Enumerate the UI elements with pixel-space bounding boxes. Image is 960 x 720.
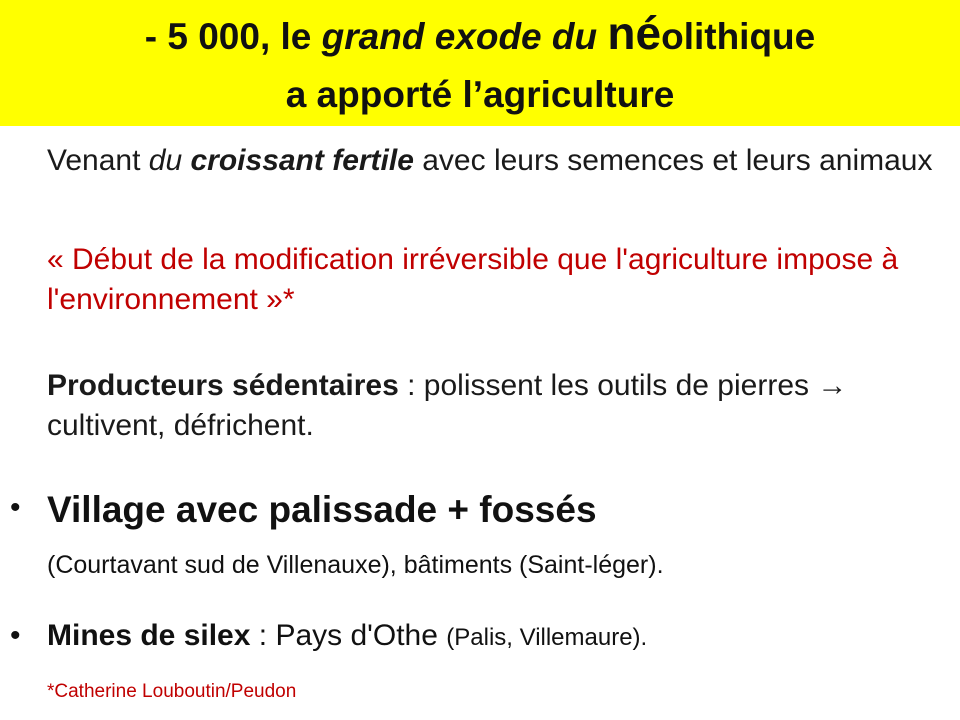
title-line-1 — [0, 8, 960, 62]
title-banner — [0, 0, 960, 126]
title-line-2: a apporté l’agriculture — [285, 74, 675, 115]
bullet-dot: • — [10, 491, 21, 524]
bullet-mines-rest: : Pays d'Othe — [250, 619, 447, 652]
bullet-village-title: Village avec palissade + fossés — [47, 489, 597, 530]
producers-paragraph — [47, 366, 947, 446]
title-italic: grand exode du — [321, 16, 598, 57]
bullet-mines-line — [47, 616, 647, 658]
bullet-village-detail: (Courtavant sud de Villenauxe), bâtiments (Saint-léger). — [47, 551, 664, 579]
bullet-mines-small: (Palis, Villemaure). — [446, 624, 648, 651]
title-end: olithique — [661, 16, 816, 57]
origin-text-end: avec leurs semences et leurs animaux — [413, 144, 933, 177]
title-space — [597, 16, 607, 57]
origin-text-italic: du — [148, 144, 183, 177]
producers-rest: : polissent les outils de pierres → cultivent, défrichent. — [47, 369, 848, 442]
title-large-letters: né — [607, 7, 662, 59]
title-prefix: - 5 000, le — [144, 16, 322, 57]
origin-paragraph — [47, 141, 947, 181]
bullet-dot: • — [10, 619, 21, 652]
origin-text-1: Venant — [47, 144, 149, 177]
bullet-mines-bold: Mines de silex — [47, 619, 251, 652]
quote-paragraph: « Début de la modification irréversible que l'agriculture impose à l'environnement »* — [47, 243, 899, 316]
producers-bold: Producteurs sédentaires — [47, 369, 399, 402]
footnote: *Catherine Louboutin/Peudon — [47, 681, 297, 702]
origin-text-bold-italic: croissant fertile — [190, 144, 414, 177]
